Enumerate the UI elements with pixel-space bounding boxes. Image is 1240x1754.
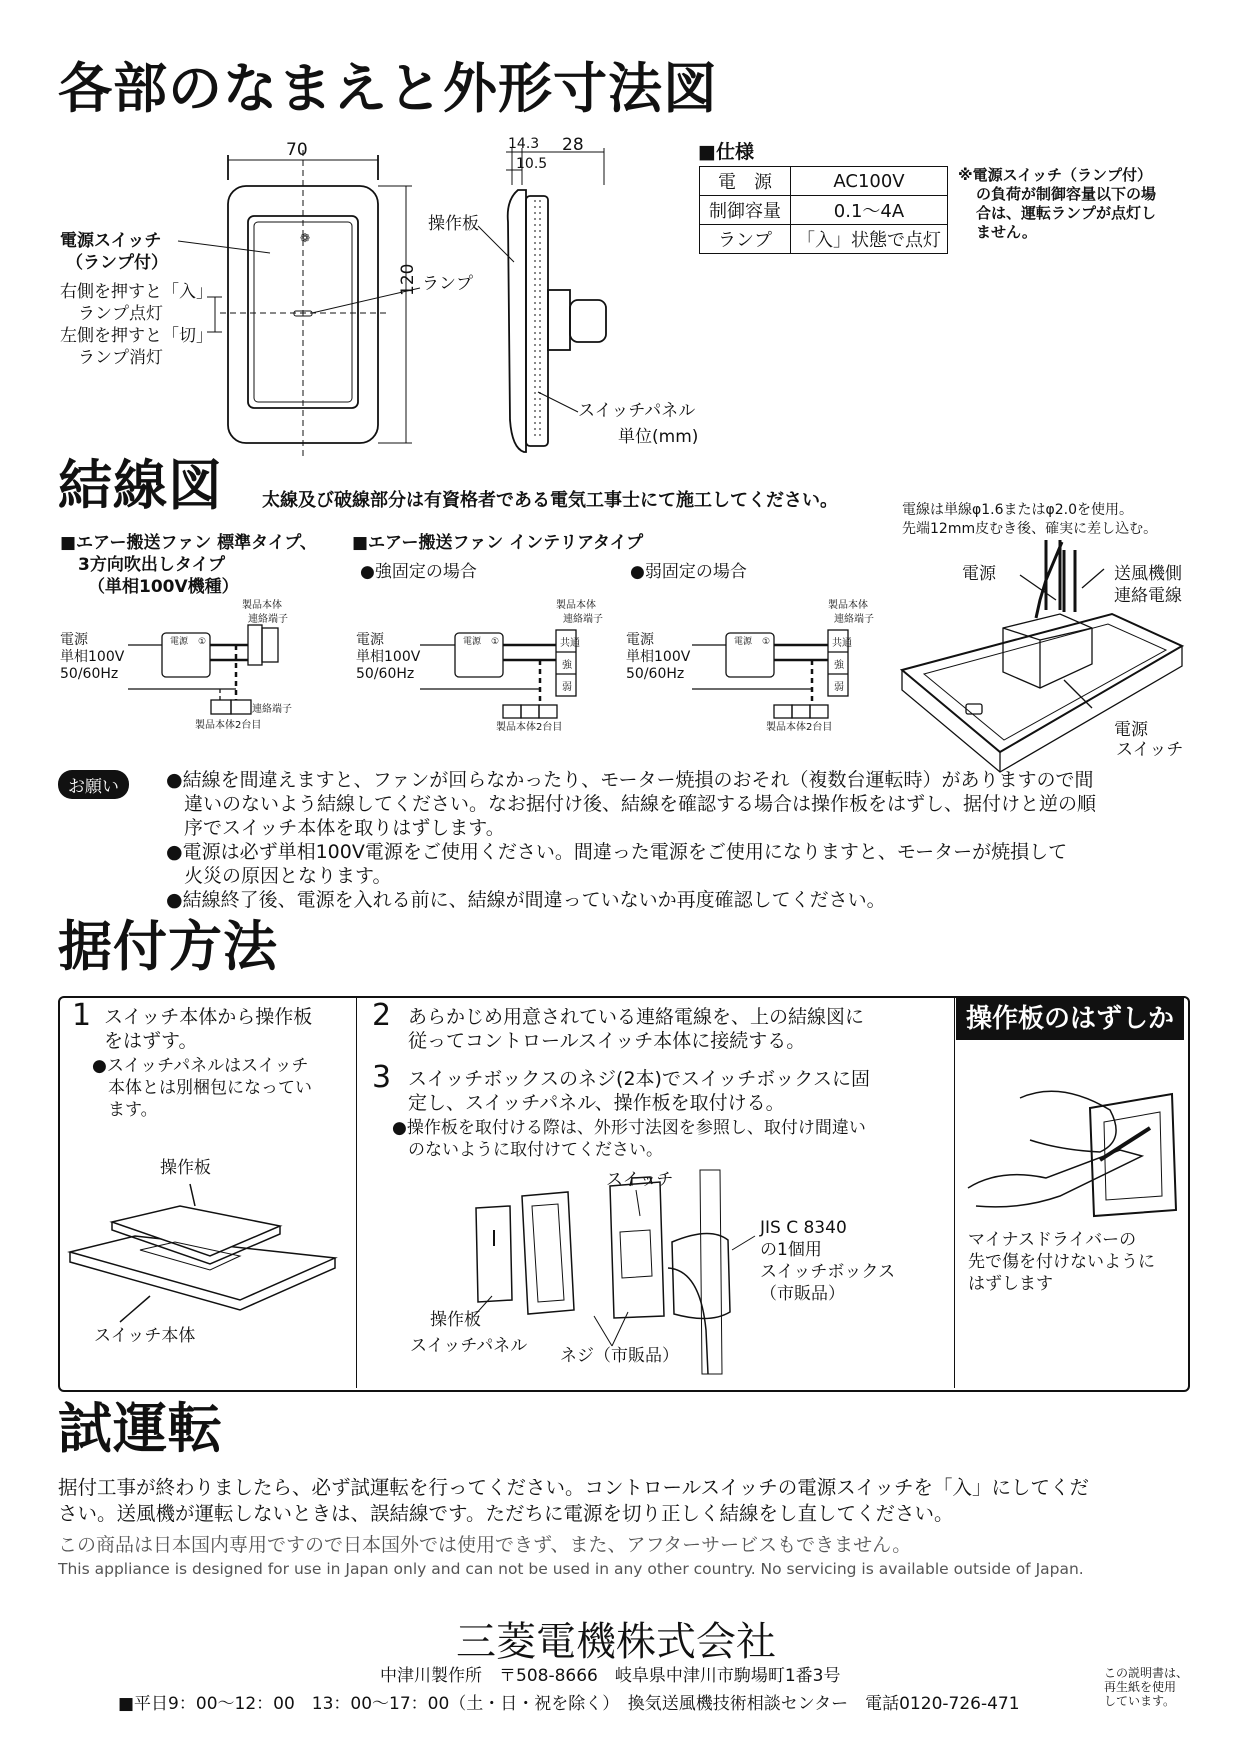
- wiring3-t-weak: 弱: [834, 682, 844, 693]
- spec-note-line: 合は、運転ランプが点灯し: [976, 204, 1157, 222]
- fig-label-fan-wire: 連絡電線: [1114, 586, 1182, 606]
- step1-line2: をはずす。: [104, 1030, 198, 1052]
- spec-value: AC100V: [791, 167, 948, 196]
- step3-number: 3: [372, 1060, 392, 1095]
- install-divider-2: [954, 998, 955, 1388]
- fig-jis-4: （市販品）: [760, 1284, 845, 1304]
- step1-number: 1: [72, 998, 92, 1033]
- dim-side-2: 28: [562, 135, 584, 155]
- spec-value: 0.1～4A: [791, 196, 948, 225]
- wiring2-t-strong: 強: [562, 660, 572, 671]
- recycle-line: 再生紙を使用: [1104, 1680, 1177, 1694]
- label-power-switch-lamp: （ランプ付）: [66, 253, 168, 273]
- step2-line1: あらかじめ用意されている連絡電線を、上の結線図に: [408, 1006, 865, 1028]
- company-address: 中津川製作所 〒508-8666 岐阜県中津川市駒場町1番3号: [380, 1666, 841, 1686]
- fig-label-switch: スイッチ: [1116, 740, 1184, 760]
- step3-note1: ●操作板を取付ける際は、外形寸法図を参照し、取付け間違い: [392, 1118, 866, 1138]
- label-left-press: 左側を押すと「切」: [60, 326, 213, 346]
- spec-note-line: の負荷が制御容量以下の場: [976, 185, 1157, 203]
- step1-note3: ます。: [108, 1100, 158, 1120]
- label-right-press: 右側を押すと「入」: [60, 282, 213, 302]
- wiring3-product2: 製品本体2台目: [766, 722, 833, 733]
- recycle-line: しています。: [1104, 1694, 1176, 1708]
- svg-text:①: ①: [198, 637, 207, 647]
- dim-side-1: 14.3: [508, 136, 540, 152]
- wiring2-t-weak: 弱: [562, 682, 572, 693]
- wiring1-freq: 50/60Hz: [60, 666, 119, 682]
- wiring3-product: 製品本体: [828, 600, 868, 611]
- svg-text:❁: ❁: [300, 231, 311, 245]
- step3-line1: スイッチボックスのネジ(2本)でスイッチボックスに固: [408, 1068, 871, 1090]
- wiring3-t-strong: 強: [834, 660, 844, 671]
- fig-label-power-sw: 電源: [1114, 720, 1148, 740]
- step3-note2: のないように取付けてください。: [408, 1140, 663, 1160]
- wiring-type1-line1: ■エアー搬送ファン 標準タイプ、: [60, 533, 317, 553]
- wiring3-power-spec: 単相100V: [626, 649, 691, 665]
- wiring3-power: 電源: [626, 632, 654, 648]
- wiring2-terminal: 連絡端子: [563, 614, 603, 625]
- step2-line2: 従ってコントロールスイッチ本体に接続する。: [408, 1030, 806, 1052]
- spec-row: [700, 196, 948, 225]
- wiring1-power: 電源: [60, 632, 88, 648]
- fig-label-screw: ネジ（市販品）: [560, 1346, 679, 1366]
- svg-text:電源: 電源: [734, 637, 753, 647]
- wiring3-terminal: 連絡端子: [834, 614, 874, 625]
- fig-jis-1: JIS C 8340: [760, 1218, 847, 1238]
- request-line: ●電源は必ず単相100V電源をご使用ください。間違った電源をご使用になりますと、モーターが焼損して: [166, 841, 1068, 863]
- wiring-type2: ■エアー搬送ファン インテリアタイプ: [352, 533, 644, 553]
- wiring2-power-spec: 単相100V: [356, 649, 421, 665]
- wire-note-1: 電線は単線φ1.6またはφ2.0を使用。: [902, 502, 1133, 518]
- wiring-strong: ●強固定の場合: [360, 562, 477, 582]
- wiring1-product2: 製品本体2台目: [195, 720, 262, 731]
- spec-note-line: ※電源スイッチ（ランプ付）: [958, 166, 1152, 184]
- wiring2-freq: 50/60Hz: [356, 666, 415, 682]
- spec-key: 電 源: [700, 167, 791, 196]
- wire-note-2: 先端12mm皮むき後、確実に差し込む。: [902, 521, 1158, 537]
- recycle-line: この説明書は、: [1104, 1666, 1189, 1680]
- svg-text:①: ①: [491, 637, 500, 647]
- wiring1-terminal2: 連絡端子: [252, 704, 292, 715]
- recycle-note: [1104, 1666, 1188, 1708]
- remove-line3: はずします: [968, 1274, 1053, 1294]
- test-line2: さい。送風機が運転しないときは、誤結線です。ただちに電源を切り正しく結線をし直してください。: [58, 1502, 954, 1525]
- label-lamp: ランプ: [422, 274, 473, 294]
- remove-line2: 先で傷を付けないように: [968, 1252, 1155, 1272]
- wiring3-t-common: 共通: [832, 638, 852, 649]
- step1-line1: スイッチ本体から操作板: [104, 1006, 313, 1028]
- wiring-type1-line3: （単相100V機種）: [88, 577, 239, 597]
- wiring1-product: 製品本体: [242, 600, 282, 611]
- spec-title: ■仕様: [698, 141, 754, 163]
- step3-line2: 定し、スイッチパネル、操作板を取付ける。: [408, 1092, 785, 1114]
- wiring1-power-spec: 単相100V: [60, 649, 125, 665]
- section-title-names: 各部のなまえと外形寸法図: [58, 57, 718, 120]
- wiring1-terminal: 連絡端子: [248, 614, 288, 625]
- step1-note1: ●スイッチパネルはスイッチ: [92, 1056, 309, 1076]
- spec-row: [700, 167, 948, 196]
- dim-width: 70: [286, 140, 308, 160]
- company-name: 三菱電機株式会社: [456, 1619, 776, 1665]
- wiring2-product: 製品本体: [556, 600, 596, 611]
- wiring2-power: 電源: [356, 632, 384, 648]
- wiring-warning: 太線及び破線部分は有資格者である電気工事士にて施工してください。: [262, 490, 838, 511]
- fig-label-fan-side: 送風機側: [1114, 564, 1182, 584]
- spec-note: [958, 166, 1156, 242]
- section-title-wiring: 結線図: [58, 454, 223, 517]
- dim-side-3: 10.5: [516, 156, 548, 172]
- fig-label-switch-top: スイッチ: [606, 1170, 674, 1190]
- label-switch-panel: スイッチパネル: [578, 401, 696, 421]
- domestic-notice: この商品は日本国内専用ですので日本国外では使用できず、また、アフターサービスもできません。: [58, 1534, 912, 1556]
- dim-height: 120: [398, 263, 418, 296]
- remove-title: 操作板のはずしかた: [956, 998, 1184, 1040]
- step1-label-panel: 操作板: [160, 1158, 211, 1178]
- wiring2-product2: 製品本体2台目: [496, 722, 563, 733]
- wiring2-t-common: 共通: [560, 638, 580, 649]
- request-line: ●結線終了後、電源を入れる前に、結線が間違っていないか再度確認してください。: [166, 889, 886, 911]
- unit-label: 単位(mm): [618, 427, 699, 447]
- svg-text:電源: 電源: [463, 637, 482, 647]
- spec-value: 「入」状態で点灯: [791, 225, 948, 254]
- step1-note2: 本体とは別梱包になってい: [108, 1078, 312, 1098]
- label-lamp-on: ランプ点灯: [78, 304, 163, 324]
- fig-label-power: 電源: [962, 564, 996, 584]
- spec-table: [699, 166, 948, 254]
- fig-label-switch-panel: スイッチパネル: [410, 1336, 528, 1356]
- support-hours: ■平日9：00～12：00 13：00～17：00（土・日・祝を除く） 換気送風機技術相談センター 電話0120-726-471: [118, 1694, 1020, 1714]
- step1-label-body: スイッチ本体: [94, 1326, 196, 1346]
- spec-key: 制御容量: [700, 196, 791, 225]
- request-line: 火災の原因となります。: [184, 865, 392, 887]
- label-lamp-off: ランプ消灯: [78, 348, 163, 368]
- english-notice: This appliance is designed for use in Japan only and can not be used in any other country. No servicing is available outside of Japan.: [58, 1560, 1084, 1578]
- spec-row: [700, 225, 948, 254]
- svg-text:電源: 電源: [170, 637, 189, 647]
- label-operation-panel: 操作板: [428, 214, 479, 234]
- request-line: 序でスイッチ本体を取りはずします。: [184, 817, 505, 839]
- test-line1: 据付工事が終わりましたら、必ず試運転を行ってください。コントロールスイッチの電源スイッチを「入」にしてくだ: [58, 1476, 1089, 1499]
- request-badge: お願い: [58, 770, 129, 799]
- remove-line1: マイナスドライバーの: [968, 1230, 1137, 1250]
- request-line: 違いのないよう結線してください。なお据付け後、結線を確認する場合は操作板をはずし、据付けと逆の順: [184, 793, 1097, 815]
- step2-number: 2: [372, 998, 392, 1033]
- label-power-switch: 電源スイッチ: [60, 231, 162, 251]
- request-line: ●結線を間違えますと、ファンが回らなかったり、モーター焼損のおそれ（複数台運転時）がありますので間: [166, 769, 1094, 791]
- svg-text:①: ①: [762, 637, 771, 647]
- fig-label-panel: 操作板: [430, 1310, 481, 1330]
- wiring-weak: ●弱固定の場合: [630, 562, 747, 582]
- section-title-install: 据付方法: [58, 915, 278, 978]
- install-divider-1: [356, 998, 357, 1388]
- fig-jis-3: スイッチボックス: [760, 1262, 896, 1282]
- wiring-type1-line2: 3方向吹出しタイプ: [78, 555, 225, 575]
- section-title-test: 試運転: [58, 1397, 223, 1460]
- spec-key: ランプ: [700, 225, 791, 254]
- fig-jis-2: の1個用: [760, 1240, 822, 1260]
- spec-note-line: ません。: [976, 223, 1037, 241]
- wiring3-freq: 50/60Hz: [626, 666, 685, 682]
